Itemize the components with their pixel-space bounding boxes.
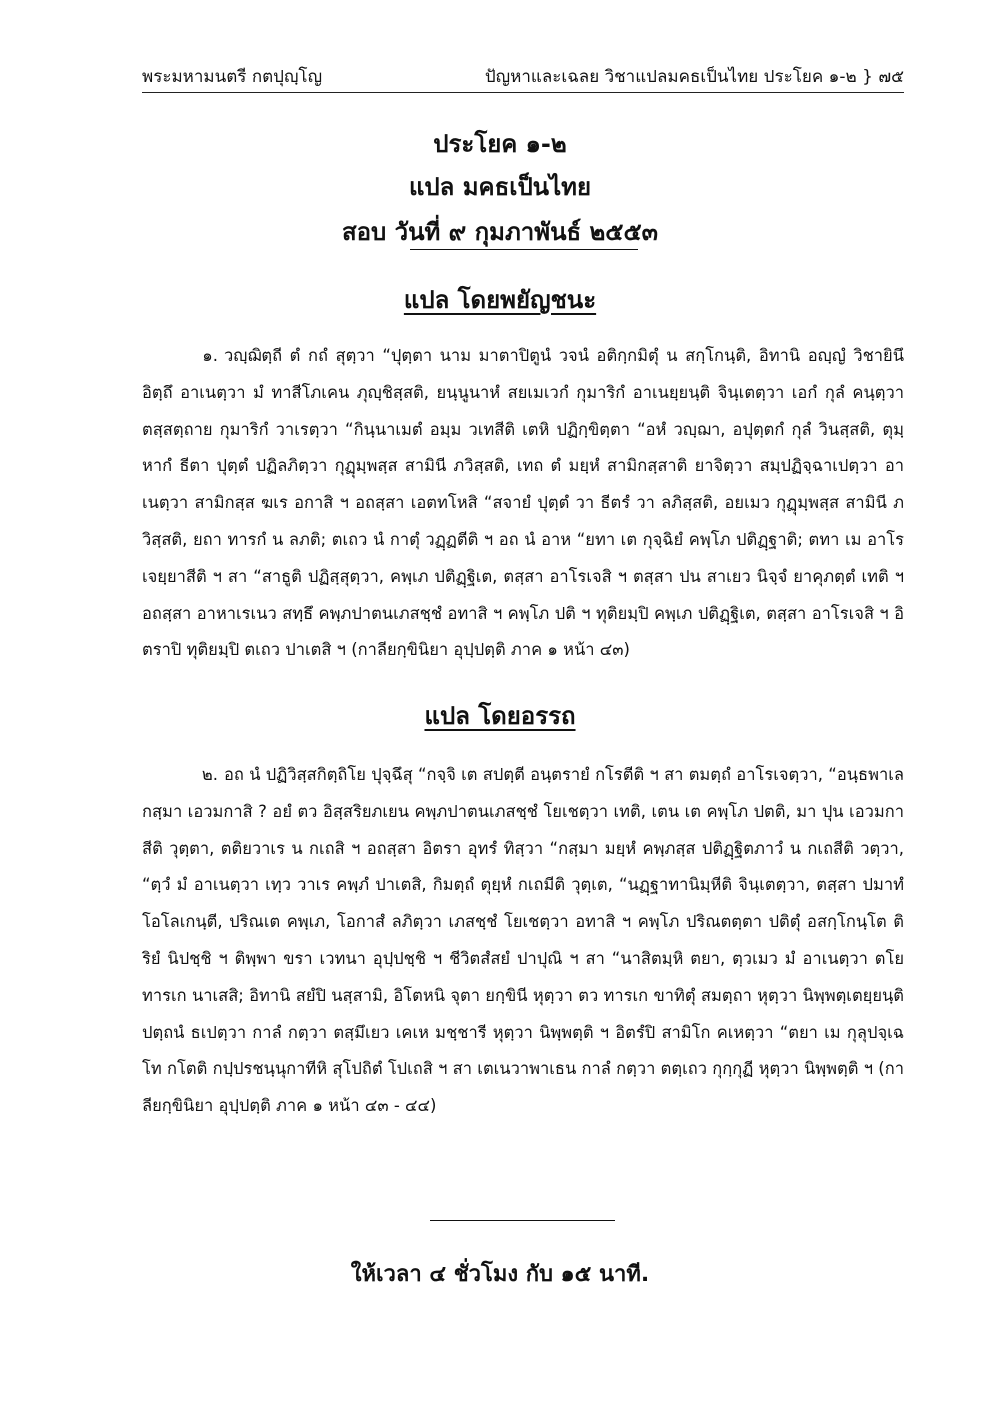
- time-allowed: ให้เวลา ๔ ชั่วโมง กับ ๑๕ นาที.: [350, 1262, 650, 1287]
- running-header: [142, 64, 904, 93]
- title-underline: [410, 249, 638, 250]
- section-2-heading: แปล โดยอรรถ: [424, 702, 576, 730]
- section-1-text: วญฺฌิตฺถี ตํ กถํ สุตฺวา “ปุตฺตา นาม มาตาปิตูนํ วจนํ อติกฺกมิตุํ น สกฺโกนฺติ, อิทานิ อญฺญํ วิชายินึ อิตฺถึ อาเนตฺวา มํ ทาสีโภเคน ภุญฺชิสฺสติ, ยนฺนูนาหํ สยเมเวกํ กุมาริกํ อาเนยฺยนฺติ จินฺเตตฺวา เอกํ กุลํ คนฺตฺวา ตสฺสตฺถาย กุมาริกํ วาเรตฺวา “กินฺนาเมตํ อมฺม วเทสีติ เตหิ ปฏิกฺขิตฺตา “อหํ วญฺฌา, อปุตฺตกํ กุลํ วินสฺสติ, ตุมฺหากํ ธีตา ปุตฺตํ ปฏิลภิตฺวา กุฏุมฺพสฺส สามินี ภวิสฺสติ, เทถ ตํ มยฺหํ สามิกสฺสาติ ยาจิตฺวา สมฺปฏิจฺฉาเปตฺวา อาเนตฺวา สามิกสฺส ฆเร อกาสิ ฯ อถสฺสา เอตทโหสิ “สจายํ ปุตฺตํ วา ธีตรํ วา ลภิสฺสติ, อยเมว กุฏุมฺพสฺส สามินี ภวิสฺสติ, ยถา ทารกํ น ลภติ; ตเถว นํ กาตุํ วฏฺฏตีติ ฯ อถ นํ อาห “ยทา เต กุจฺฉิยํ คพฺโภ ปติฏฺฐาติ; ตทา เม อาโรเจยฺยาสีติ ฯ สา “สาธูติ ปฏิสฺสุตฺวา, คพฺเภ ปติฏฺฐิเต, ตสฺสา อาโรเจสิ ฯ ตสฺสา ปน สาเยว นิจฺจํ ยาคุภตฺตํ เทติ ฯ อถสฺสา อาหาเรเนว สทฺธึ คพฺภปาตนเภสชฺชํ อทาสิ ฯ คพฺโภ ปติ ฯ ทุติยมฺปิ คพฺเภ ปติฏฺฐิเต, ตสฺสา อาโรเจสิ ฯ อิตราปิ ทุติยมฺปิ ตเถว ปาเตสิ ฯ (กาลียกฺขินิยา อุปฺปตฺติ ภาค ๑ หน้า ๔๓): [142, 346, 904, 660]
- exam-subject-title: แปล มคธเป็นไทย: [408, 173, 592, 201]
- exam-date-title: สอบ วันที่ ๙ กุมภาพันธ์ ๒๕๕๓: [341, 218, 659, 246]
- header-author: พระมหามนตรี กตปุญฺโญ: [142, 67, 323, 87]
- section-2-text: อถ นํ ปฏิวิสฺสกิตฺถิโย ปุจฺฉึสุ “กจฺจิ เต สปตฺตี อนฺตรายํ กโรตีติ ฯ สา ตมตฺถํ อาโรเจตฺวา, “อนฺธพาเล กสฺมา เอวมกาสิ ? อยํ ตว อิสฺสริยภเยน คพฺภปาตนเภสชฺชํ โยเชตฺวา เทติ, เตน เต คพฺโภ ปตติ, มา ปุน เอวมกาสีติ วุตฺตา, ตติยวาเร น กเถสิ ฯ อถสฺสา อิตรา อุทรํ ทิสฺวา “กสฺมา มยฺหํ คพฺภสฺส ปติฏฺฐิตภาวํ น กเถสีติ วตฺวา, “ตฺวํ มํ อาเนตฺวา เทฺว วาเร คพฺภํ ปาเตสิ, กิมตฺถํ ตุยฺหํ กเถมีติ วุตฺเต, “นฏฺฐาทานิมฺหีติ จินฺเตตฺวา, ตสฺสา ปมาทํ โอโลเกนฺตี, ปริณเต คพฺเภ, โอกาสํ ลภิตฺวา เภสชฺชํ โยเชตฺวา อทาสิ ฯ คพฺโภ ปริณตตฺตา ปติตุํ อสกฺโกนฺโต ติริยํ นิปชฺชิ ฯ ติพฺพา ขรา เวทนา อุปฺปชฺชิ ฯ ชีวิตสํสยํ ปาปุณิ ฯ สา “นาสิตมฺหิ ตยา, ตฺวเมว มํ อาเนตฺวา ตโย ทารเก นาเสสิ; อิทานิ สยํปิ นสฺสามิ, อิโตหนิ จุตา ยกฺขินี หุตฺวา ตว ทารเก ขาทิตุํ สมตฺถา หุตฺวา นิพฺพตฺเตยฺยนฺติ ปตฺถนํ ธเปตฺวา กาลํ กตฺวา ตสฺมึเยว เคเห มชฺชารี หุตฺวา นิพฺพตฺติ ฯ อิตรํปิ สามิโก คเหตฺวา “ตยา เม กุลุปจฺเฉโท กโตติ กปฺปรชนฺนุกาทีหิ สุโปถิตํ โปเถสิ ฯ สา เตเนวาพาเธน กาลํ กตฺวา ตตฺเถว กุกฺกุฏี หุตฺวา นิพฺพตฺติ ฯ (กาลียกฺขินิยา อุปฺปตฺติ ภาค ๑ หน้า ๔๓ - ๔๔): [142, 765, 904, 1116]
- header-book-title: ปัญหาและเฉลย วิชาแปลมคธเป็นไทย ประโยค ๑-๒ } ๗๕: [484, 67, 904, 87]
- footer-divider: [430, 1220, 615, 1221]
- section-2-paragraph: [142, 757, 904, 1125]
- section-2-number: ๒.: [201, 765, 218, 784]
- exam-level-title: ประโยค ๑-๒: [433, 130, 567, 158]
- section-1-number: ๑.: [202, 346, 218, 365]
- section-1-paragraph: [142, 338, 904, 669]
- section-1-heading: แปล โดยพยัญชนะ: [403, 286, 597, 314]
